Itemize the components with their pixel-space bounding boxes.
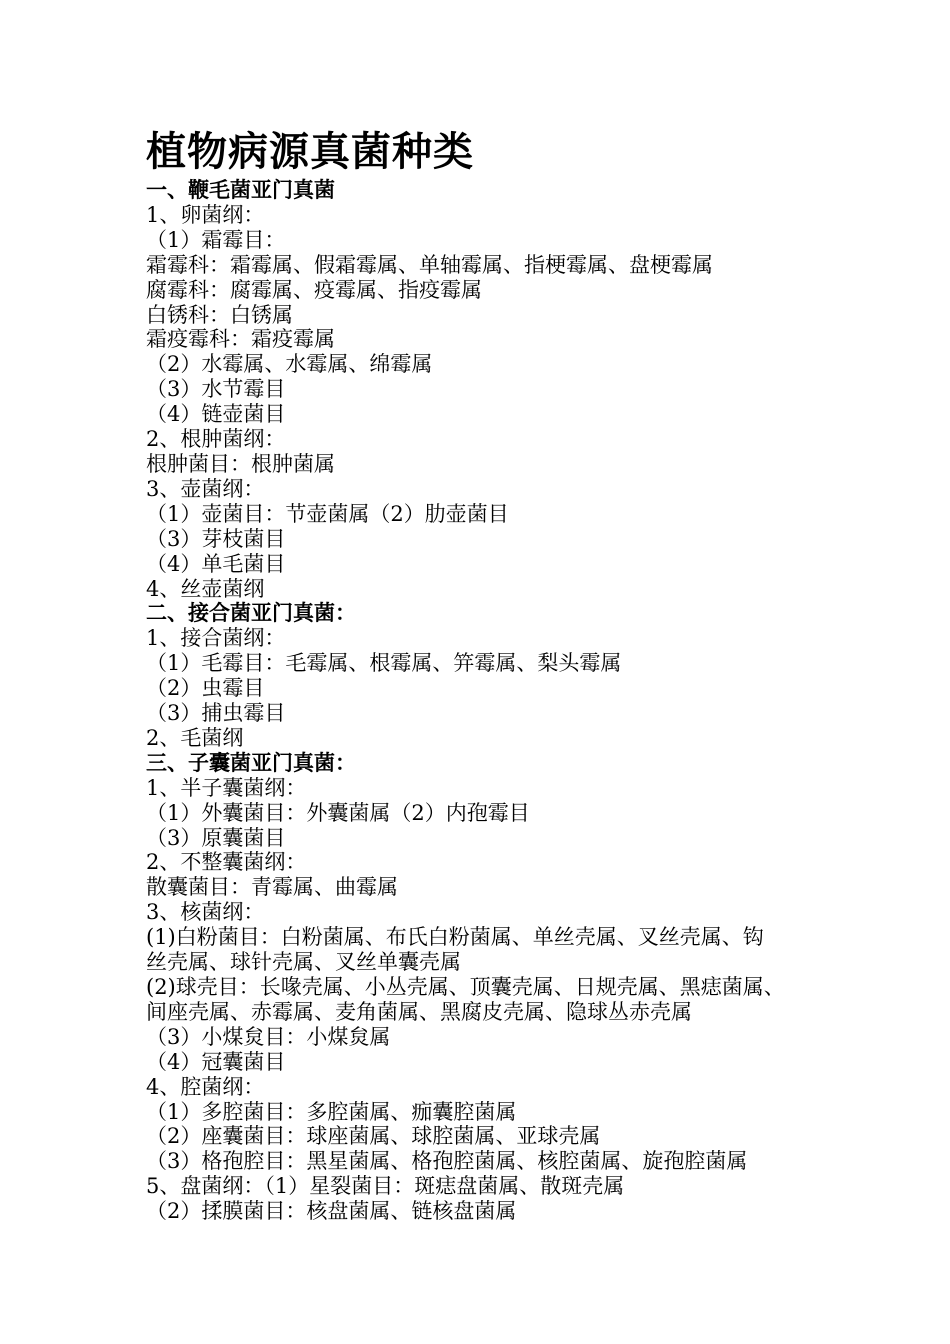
text-line: (1)白粉菌目：白粉菌属、布氏白粉菌属、单丝壳属、叉丝壳属、钩 (146, 925, 764, 950)
text-line: （2）虫霉目 (146, 676, 265, 701)
text-line: 1、卵菌纲： (146, 202, 265, 227)
document-page (146, 126, 826, 1224)
text-line: （1）外囊菌目：外囊菌属（2）内孢霉目 (146, 800, 530, 825)
text-line: （3）格孢腔目：黑星菌属、格孢腔菌属、核腔菌属、旋孢腔菌属 (146, 1149, 748, 1174)
text-line: 散囊菌目：青霉属、曲霉属 (146, 875, 398, 900)
text-line: （3）捕虫霉目 (146, 701, 286, 726)
text-line: 白锈科：白锈属 (146, 302, 293, 327)
text-line: （3）水节霉目 (146, 377, 286, 402)
text-line: 间座壳属、赤霉属、麦角菌属、黑腐皮壳属、隐球丛赤壳属 (146, 999, 692, 1024)
text-line: （4）单毛菌目 (146, 551, 286, 576)
text-line: （2）座囊菌目：球座菌属、球腔菌属、亚球壳属 (146, 1124, 601, 1149)
text-line: （2）揉膜菌目：核盘菌属、链核盘菌属 (146, 1199, 517, 1224)
document-title: 植物病源真菌种类 (146, 128, 474, 175)
text-line: （1）壶菌目：节壶菌属（2）肋壶菌目 (146, 501, 509, 526)
text-line: 霜霉科：霜霉属、假霜霉属、单轴霉属、指梗霉属、盘梗霉属 (146, 252, 713, 277)
section-heading: 一、鞭毛菌亚门真菌 (146, 177, 335, 202)
text-line: 腐霉科：腐霉属、疫霉属、指疫霉属 (146, 277, 482, 302)
text-line: 3、壶菌纲： (146, 476, 265, 501)
text-line: 霜疫霉科：霜疫霉属 (146, 327, 335, 352)
section-heading: 二、接合菌亚门真菌： (146, 600, 356, 626)
text-line: 5、盘菌纲：（1）星裂菌目：斑痣盘菌属、散斑壳属 (146, 1174, 625, 1199)
text-line: （4）冠囊菌目 (146, 1049, 286, 1074)
text-line: （1）霜霉目： (146, 227, 286, 252)
text-line: （1）毛霉目：毛霉属、根霉属、笄霉属、梨头霉属 (146, 651, 622, 676)
text-line: 1、半子囊菌纲： (146, 775, 307, 800)
document-body (146, 178, 826, 1224)
text-line: （3）小煤炱目：小煤炱属 (146, 1024, 391, 1049)
text-line: 4、丝壶菌纲 (146, 576, 265, 601)
text-line: 4、腔菌纲： (146, 1074, 265, 1099)
text-line: 根肿菌目：根肿菌属 (146, 451, 335, 476)
text-line: 2、根肿菌纲： (146, 427, 286, 452)
text-line: 2、不整囊菌纲： (146, 850, 307, 875)
section-heading: 三、子囊菌亚门真菌： (146, 749, 356, 775)
text-line: 3、核菌纲： (146, 900, 265, 925)
text-line: (2)球壳目：长喙壳属、小丛壳属、顶囊壳属、日规壳属、黑痣菌属、 (146, 975, 785, 999)
text-line: （3）芽枝菌目 (146, 526, 286, 551)
text-line: 丝壳属、球针壳属、叉丝单囊壳属 (146, 950, 461, 975)
text-line: （2）水霉属、水霉属、绵霉属 (146, 352, 433, 377)
text-line: （1）多腔菌目：多腔菌属、痂囊腔菌属 (146, 1099, 517, 1124)
text-line: 1、接合菌纲： (146, 626, 286, 651)
text-line: （3）原囊菌目 (146, 825, 286, 850)
text-line: （4）链壶菌目 (146, 402, 286, 427)
text-line: 2、毛菌纲 (146, 725, 244, 750)
